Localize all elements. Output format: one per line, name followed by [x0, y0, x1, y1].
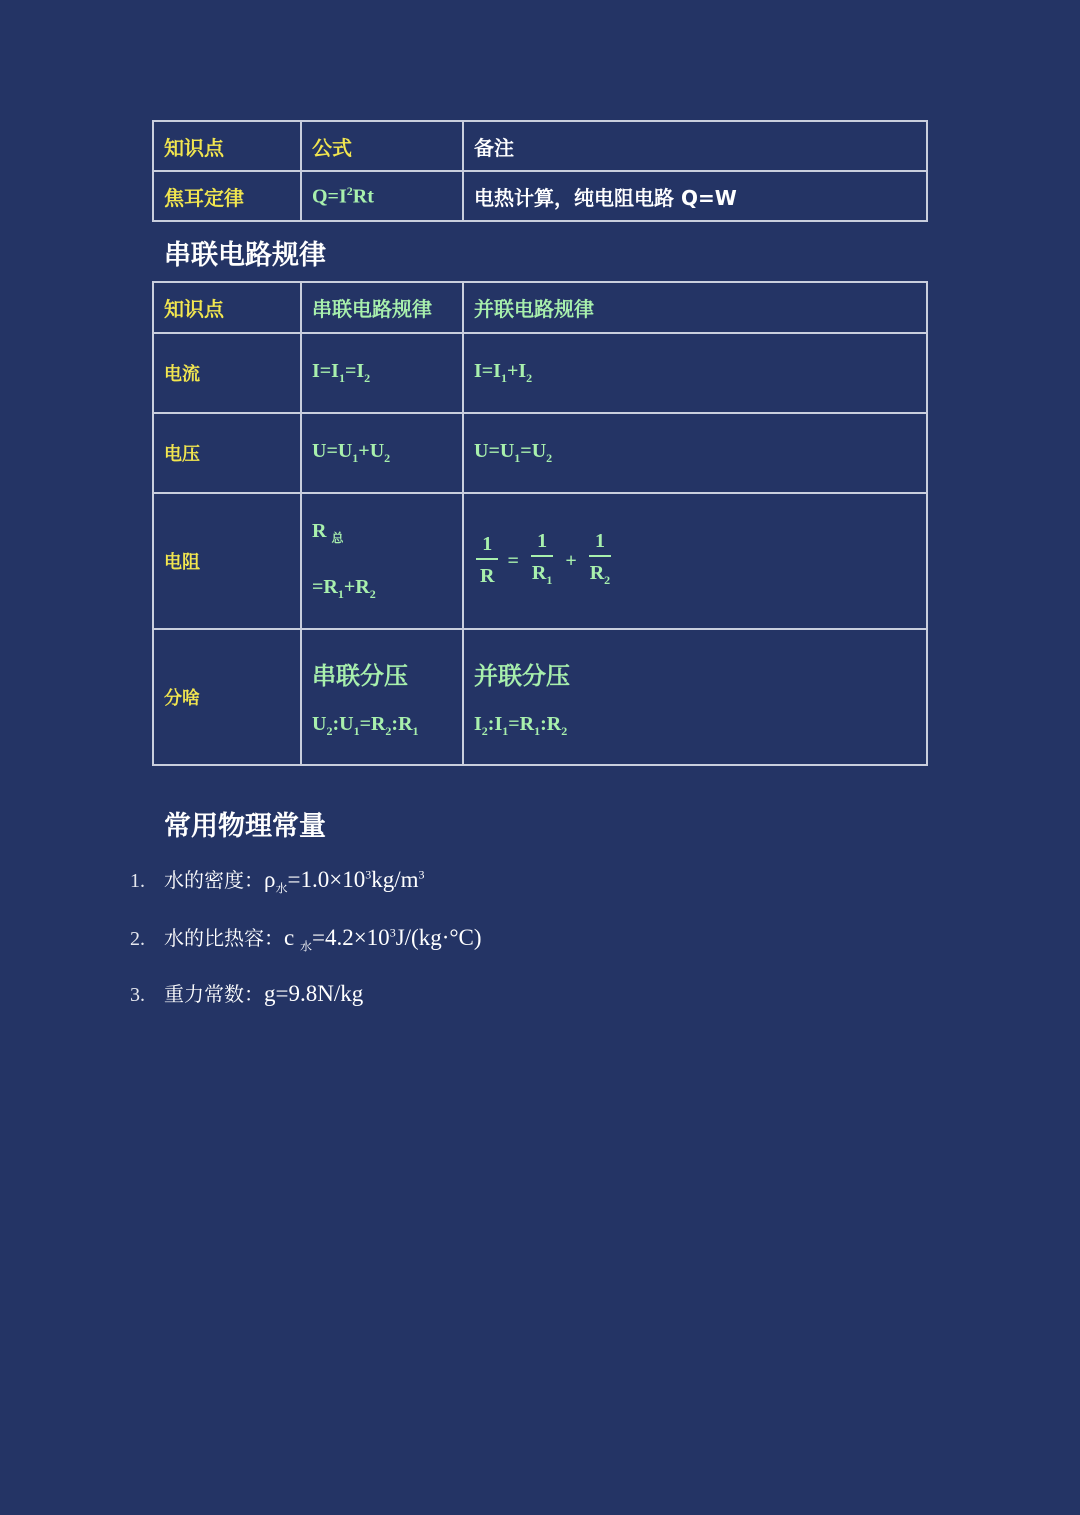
cell-current-series [301, 333, 463, 413]
formula-part: kg/m [371, 867, 419, 892]
formula-part: +R [343, 576, 370, 598]
formula-sub: 2 [561, 723, 568, 738]
row-label-current: 电流 [153, 333, 301, 413]
constant-formula [264, 867, 425, 896]
fraction [526, 527, 558, 596]
formula-sub: 1 [353, 723, 360, 738]
resistance-series-line1 [312, 520, 452, 546]
formula-sub: 2 [546, 451, 553, 465]
numerator: 1 [589, 527, 611, 557]
formula-part: I [474, 712, 482, 735]
numerator: 1 [476, 530, 498, 560]
formula-sub: 水 [275, 881, 288, 896]
cell-resistance-parallel [463, 493, 927, 629]
equals-sign: = [507, 549, 519, 572]
constant-label: 水的密度： [164, 868, 264, 892]
plus-sign: + [565, 549, 577, 572]
division-series-title: 串联分压 [312, 661, 408, 690]
formula-sub: 1 [534, 723, 541, 738]
cell-joule-law: 焦耳定律 [153, 171, 301, 221]
formula-part: :I [487, 712, 503, 735]
formula-part: U=U [312, 440, 353, 462]
formula-sub: 2 [604, 572, 611, 587]
formula-part: :U [332, 712, 354, 735]
formula-part: I=I [474, 360, 501, 382]
formula-sub: 水 [299, 939, 312, 954]
list-number: 1. [130, 870, 145, 892]
cell-voltage-parallel [463, 413, 927, 493]
formula-sup: 3 [389, 925, 396, 940]
numerator: 1 [531, 527, 553, 557]
formula-sup: 3 [365, 867, 372, 882]
formula-sub: 1 [546, 572, 553, 587]
formula-part: ρ [264, 867, 276, 892]
section-heading-constants: 常用物理常量 [164, 811, 326, 842]
cell-voltage-series [301, 413, 463, 493]
cell-current-parallel [463, 333, 927, 413]
formula-part: U [312, 712, 327, 735]
list-number: 2. [130, 928, 145, 950]
constant-label: 水的比热容： [164, 926, 284, 950]
formula-part: +I [506, 360, 527, 382]
row-label-voltage: 电压 [153, 413, 301, 493]
cell-joule-note: 电热计算，纯电阻电路 Q=W [463, 171, 927, 221]
denominator [526, 557, 558, 596]
constant-label: 重力常数： [164, 982, 264, 1006]
formula-sub: 1 [337, 587, 344, 601]
header-cell-formula: 公式 [301, 121, 463, 171]
formula-part: J/(kg·°C) [395, 925, 482, 950]
list-number: 3. [130, 984, 145, 1006]
formula-part: =R [312, 576, 338, 598]
formula-part: c [284, 925, 300, 950]
formula-part: I=I [312, 360, 339, 382]
header-cell-note: 备注 [463, 121, 927, 171]
formula-part: R [589, 561, 605, 584]
division-parallel-title: 并联分压 [474, 661, 570, 690]
formula-sub: 2 [326, 723, 333, 738]
formula-sub: 2 [384, 451, 391, 465]
formula-part: Rt [352, 185, 374, 208]
circuit-rules-table [152, 281, 928, 766]
formula-part: =4.2×10 [311, 925, 390, 950]
list-item [130, 864, 424, 897]
joule-law-table [152, 120, 928, 222]
header-cell-parallel: 并联电路规律 [463, 282, 927, 333]
formula-sub: 2 [369, 587, 376, 601]
formula-part: +U [358, 440, 385, 462]
formula-part: =R [359, 712, 386, 735]
formula-part: R [312, 520, 327, 542]
fraction [584, 527, 616, 596]
formula-sub: 1 [514, 451, 521, 465]
cell-joule-formula [301, 171, 463, 221]
list-item [130, 922, 482, 955]
formula-part: Q=I [312, 185, 347, 208]
formula-sup: 2 [346, 183, 353, 198]
formula-sub: 1 [412, 723, 419, 738]
row-label-division: 分啥 [153, 629, 301, 765]
denominator: R [480, 565, 495, 587]
formula-sub: 2 [364, 371, 371, 385]
resistance-series-line2 [312, 576, 452, 602]
formula-sub: 1 [500, 371, 507, 385]
cell-division-series [301, 629, 463, 765]
row-label-resistance: 电阻 [153, 493, 301, 629]
formula-sub: 总 [331, 531, 344, 545]
header-cell-knowledge: 知识点 [153, 121, 301, 171]
formula-sup: 3 [418, 867, 425, 882]
denominator [584, 557, 616, 596]
formula-part: U=U [474, 440, 515, 462]
division-parallel-formula [474, 713, 916, 739]
division-series-formula [312, 713, 452, 739]
formula-sub: 2 [526, 371, 533, 385]
formula-part: :R [540, 712, 562, 735]
formula-sub: 1 [352, 451, 359, 465]
header-cell-knowledge: 知识点 [153, 282, 301, 333]
formula-part: =1.0×10 [287, 867, 366, 892]
formula-part: =U [520, 440, 547, 462]
formula-sub: 1 [502, 723, 509, 738]
section-heading-series: 串联电路规律 [164, 240, 326, 271]
formula-part: :R [391, 712, 413, 735]
header-cell-series: 串联电路规律 [301, 282, 463, 333]
formula-part: R [531, 561, 547, 584]
fraction [474, 530, 500, 592]
cell-resistance-series [301, 493, 463, 629]
constant-formula [284, 925, 482, 954]
constant-formula: g=9.8N/kg [264, 981, 364, 1006]
formula-sub: 2 [385, 723, 392, 738]
formula-sub: 1 [338, 371, 345, 385]
formula-part: =I [344, 360, 365, 382]
formula-part: =R [508, 712, 535, 735]
formula-sub: 2 [481, 723, 488, 738]
list-item [130, 978, 363, 1007]
cell-division-parallel [463, 629, 927, 765]
